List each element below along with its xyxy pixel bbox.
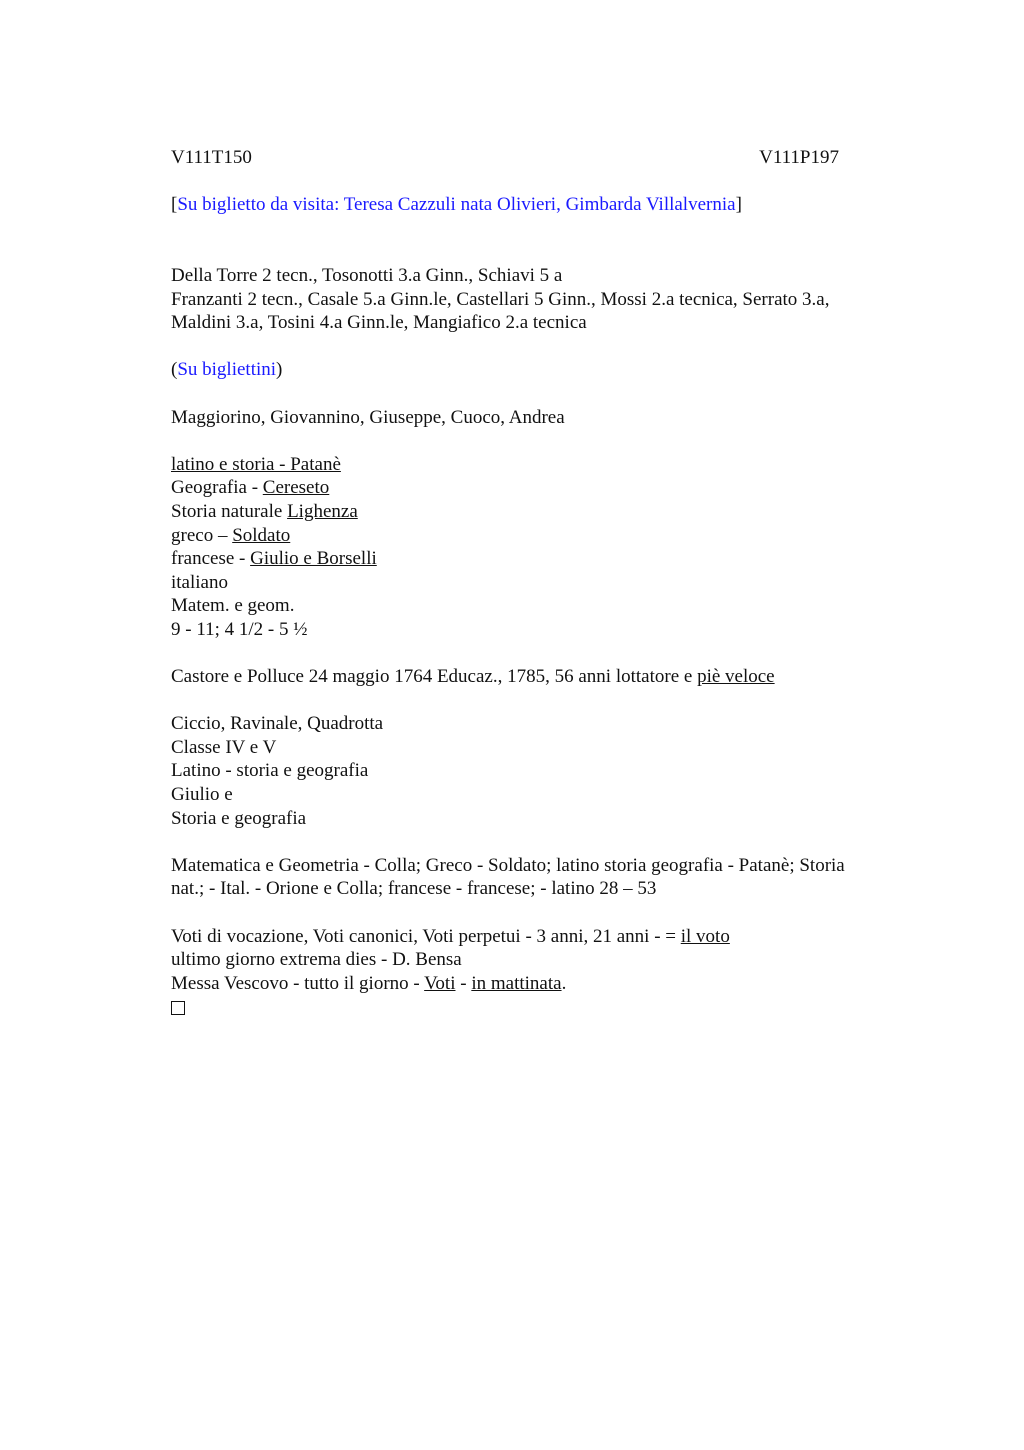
right-code: V111P197 [759,147,839,168]
end-box-icon [171,1001,185,1015]
classes-block: Ciccio, Ravinale, Quadrotta Classe IV e V Latino - storia e geografia Giulio e Storia e geografia [171,713,384,829]
vows-block: Voti di vocazione, Voti canonici, Voti perpetui - 3 anni, 21 anni - = il voto ultimo giorno extrema dies - D. Bensa Messa Vescovo - tutto il giorno - Voti - in mattinata. [171,925,730,994]
left-code: V111T150 [171,147,252,168]
teachers-block: Matematica e Geometria - Colla; Greco - Soldato; latino storia geografia - Patanè; Storia nat.; - Ital. - Orione e Colla; francese - francese; - latino 28 – 53 [171,854,845,900]
castore-line: Castore e Polluce 24 maggio 1764 Educaz., 1785, 56 anni lottatore e piè veloce [171,666,775,688]
people-line: Maggiorino, Giovannino, Giuseppe, Cuoco, Andrea [171,406,565,428]
names-block: Della Torre 2 tecn., Tosonotti 3.a Ginn., Schiavi 5 a Franzanti 2 tecn., Casale 5.a Ginn.le, Castellari 5 Ginn., Mossi 2.a tecnica, Serrato 3.a, Maldini 3.a, Tosini 4.a Ginn.le, Mangiafico 2.a tecnica [171,264,830,334]
document-content [171,146,911,1022]
card-note-text: Su biglietto da visita: Teresa Cazzuli nata Olivieri, Gimbarda Villalvernia [177,194,736,216]
subjects-block: latino e storia - Patanè Geografia - Cereseto Storia naturale Lighenza greco – Soldato francese - Giulio e Borselli italiano Matem. e geom. 9 - 11; 4 1/2 - 5 ½ [171,453,377,640]
page-header [171,146,839,170]
card-note: [Su biglietto da visita: Teresa Cazzuli nata Olivieri, Gimbarda Villalvernia] [171,194,742,216]
small-cards-note: (Su bigliettini) [171,359,283,381]
